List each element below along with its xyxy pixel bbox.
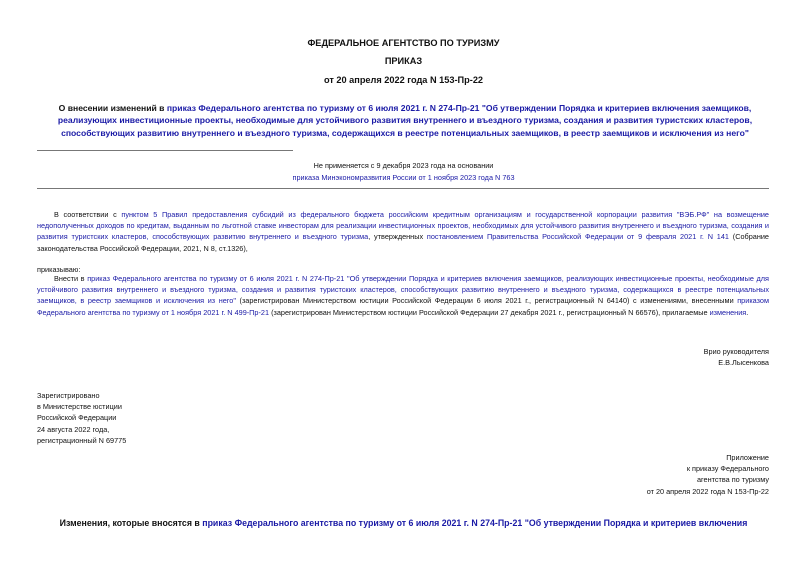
- registration-block: [37, 390, 126, 446]
- registration-line: Российской Федерации: [37, 413, 117, 423]
- appendix-line: Приложение: [726, 453, 769, 462]
- document-title: [30, 102, 780, 139]
- appendix-line: к приказу Федерального: [686, 464, 769, 474]
- signature-position: Врио руководителя: [703, 347, 769, 356]
- title-link[interactable]: приказ Федерального агентства по туризму от 6 июля 2021 г. N 274-Пр-21 "Об утверждении Порядка и критериев включения заемщиков, реализующих инвестиционные проекты, необходимые для устойчивого развития внутреннего и въездного туризма, создания и развития туристских кластеров, способствующих развитию внутреннего и въездного туризма, содержащихся в реестре потенциальных заемщиков, в реестр заемщиков и исключения из него": [57, 103, 753, 138]
- preamble-mid: , утвержденных: [368, 232, 427, 242]
- separator-long: [37, 188, 769, 189]
- body-mid2: (зарегистрирован Министерством юстиции Российской Федерации 27 декабря 2021 г., регистрационный N 66576), прилагаемые: [269, 307, 710, 317]
- registration-line: в Министерстве юстиции: [37, 402, 122, 412]
- appendix-line: от 20 апреля 2022 года N 153-Пр-22: [646, 486, 769, 496]
- agency-name: ФЕДЕРАЛЬНОЕ АГЕНТСТВО ПО ТУРИЗМУ: [307, 38, 500, 48]
- status-note-line1: Не применяется с 9 декабря 2023 года на основании: [313, 161, 494, 170]
- separator-short: [37, 150, 293, 151]
- document-type: ПРИКАЗ: [384, 56, 423, 66]
- status-note-link[interactable]: приказа Минэкономразвития России от 1 ноября 2023 года N 763: [292, 173, 515, 182]
- body-amend-link[interactable]: приказом Федерального агентства по туризму от 1 ноября 2021 г. N 499-Пр-21: [37, 296, 769, 317]
- registration-line: Зарегистрировано: [37, 391, 100, 400]
- title-prefix: О внесении изменений в: [58, 103, 167, 113]
- body-start: Внести в: [54, 274, 88, 283]
- appendix-block: [647, 452, 769, 497]
- changes-title-prefix: Изменения, которые вносятся в: [59, 518, 203, 528]
- body-order-link[interactable]: приказ Федерального агентства по туризму от 6 июля 2021 г. N 274-Пр-21 "Об утверждении Порядка и критериев включения заемщиков, реализующих инвестиционные проекты, необходимые для устойчивого развития внутреннего и въездного туризма, создания и развития туристских кластеров, способствующих развитию внутреннего и въездного туризма, содержащихся в реестре потенциальных заемщиков, в реестр заемщиков и исключения из него": [37, 274, 769, 306]
- body-mid: (зарегистрирован Министерством юстиции Российской Федерации 6 июля 2021 г., регистрационный N 64140) с изменениями, внесенными: [235, 296, 738, 306]
- signature-name: Е.В.Лысенкова: [718, 358, 769, 367]
- body-paragraph: [37, 273, 769, 318]
- appendix-line: агентства по туризму: [696, 475, 769, 485]
- preamble-rules-link[interactable]: пунктом 5 Правил предоставления субсидий из федерального бюджета российским кредитным организациям и государственной корпорации развития "ВЭБ.РФ" на возмещение недополученных доходов по кредитам, выданным по льготной ставке инвесторам для реализации инвестиционных проектов, необходимых для устойчивого развития внутреннего и въездного туризма, создания и развития туристских кластеров, способствующих развитию внутреннего и въездного туризма: [37, 210, 769, 242]
- body-changes-link[interactable]: изменения: [709, 307, 747, 317]
- body-end: .: [746, 307, 749, 317]
- registration-line: 24 августа 2022 года,: [37, 424, 110, 434]
- changes-title: [10, 517, 797, 529]
- preamble-start: В соответствии с: [54, 210, 122, 219]
- preamble-paragraph: [37, 209, 769, 254]
- changes-title-link[interactable]: приказ Федерального агентства по туризму от 6 июля 2021 г. N 274-Пр-21 "Об утверждении Порядка и критериев включения: [202, 518, 748, 528]
- registration-line: регистрационный N 69775: [37, 435, 127, 445]
- document-date-number: от 20 апреля 2022 года N 153-Пр-22: [323, 75, 484, 85]
- preamble-decree-link[interactable]: постановлением Правительства Российской Федерации от 9 февраля 2021 г. N 141: [426, 232, 729, 242]
- preamble-end: (Собрание законодательства Российской Федерации, 2021, N 8, ст.1326),: [37, 232, 769, 253]
- order-word: приказываю:: [37, 265, 81, 274]
